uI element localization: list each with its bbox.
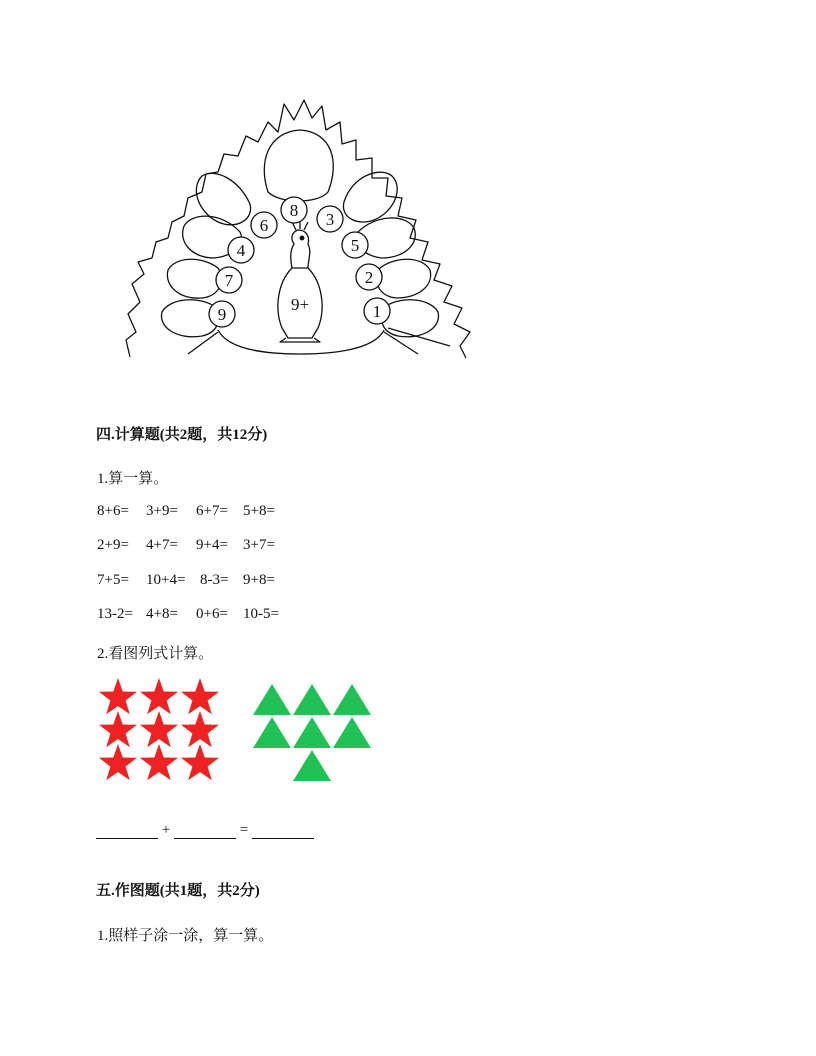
triangle-shape <box>333 684 371 715</box>
equation: 0+6= <box>196 606 228 622</box>
question-1-title: 1.算一算。 <box>97 471 169 487</box>
star-shape <box>99 678 137 714</box>
star-shape <box>140 744 178 780</box>
triangle-shape <box>253 717 291 748</box>
number-circle <box>356 264 382 290</box>
triangle-shape <box>253 684 291 715</box>
answer-blank[interactable] <box>252 824 314 839</box>
number-label: 9 <box>217 305 227 324</box>
feather-left-3 <box>167 259 221 298</box>
feather-top <box>264 130 333 201</box>
triangle-shape <box>293 750 331 781</box>
star-shape <box>181 744 219 780</box>
count-figure <box>96 678 386 788</box>
star-shape <box>99 744 137 780</box>
number-label: 8 <box>289 201 299 220</box>
equation: 10-5= <box>243 606 279 622</box>
number-label: 3 <box>325 210 335 229</box>
number-label: 2 <box>364 268 374 287</box>
peacock-body-label: 9+ <box>290 295 310 314</box>
equation: 8-3= <box>200 572 229 588</box>
number-label: 6 <box>259 216 269 235</box>
number-circle <box>317 206 343 232</box>
number-circle <box>364 298 390 324</box>
equation: 10+4= <box>146 572 186 588</box>
equation: 2+9= <box>97 537 129 553</box>
plus-sign: + <box>161 822 171 838</box>
answer-line <box>96 822 314 839</box>
number-label: 1 <box>372 302 382 321</box>
number-circle <box>342 232 368 258</box>
triangle-shape <box>293 684 331 715</box>
peacock-illustration <box>118 92 480 372</box>
number-label: 7 <box>224 271 234 290</box>
equation: 4+7= <box>146 537 178 553</box>
equation: 9+8= <box>243 572 275 588</box>
triangle-shape <box>333 717 371 748</box>
equation: 9+4= <box>196 537 228 553</box>
number-label: 4 <box>236 241 246 260</box>
star-shape <box>140 711 178 747</box>
star-shape <box>181 711 219 747</box>
question-2-title: 2.看图列式计算。 <box>97 646 214 662</box>
feather-right-1 <box>343 172 397 222</box>
equation: 4+8= <box>146 606 178 622</box>
number-circle <box>281 197 307 223</box>
equation: 5+8= <box>243 503 275 519</box>
answer-blank[interactable] <box>96 824 158 839</box>
star-shape <box>181 678 219 714</box>
feather-fringe <box>126 100 470 358</box>
equation: 3+9= <box>146 503 178 519</box>
section-5-question-1-title: 1.照样子涂一涂，算一算。 <box>97 928 274 944</box>
number-circle <box>216 267 242 293</box>
section-4-title: 四.计算题(共2题，共12分) <box>96 427 268 443</box>
triangle-shape <box>293 717 331 748</box>
equation: 3+7= <box>243 537 275 553</box>
equation: 7+5= <box>97 572 129 588</box>
equals-sign: = <box>239 822 249 838</box>
number-label: 5 <box>350 236 360 255</box>
feather-right-4 <box>382 300 439 337</box>
equation: 6+7= <box>196 503 228 519</box>
section-5-title: 五.作图题(共1题，共2分) <box>96 883 260 899</box>
number-circle <box>228 237 254 263</box>
star-shape <box>140 678 178 714</box>
answer-blank[interactable] <box>174 824 236 839</box>
star-shape <box>99 711 137 747</box>
number-circle <box>209 301 235 327</box>
feather-right-3 <box>377 259 431 298</box>
number-circle <box>251 212 277 238</box>
peacock-neck <box>291 230 310 268</box>
equation: 13-2= <box>97 606 133 622</box>
peacock-eye <box>300 236 304 240</box>
equation: 8+6= <box>97 503 129 519</box>
